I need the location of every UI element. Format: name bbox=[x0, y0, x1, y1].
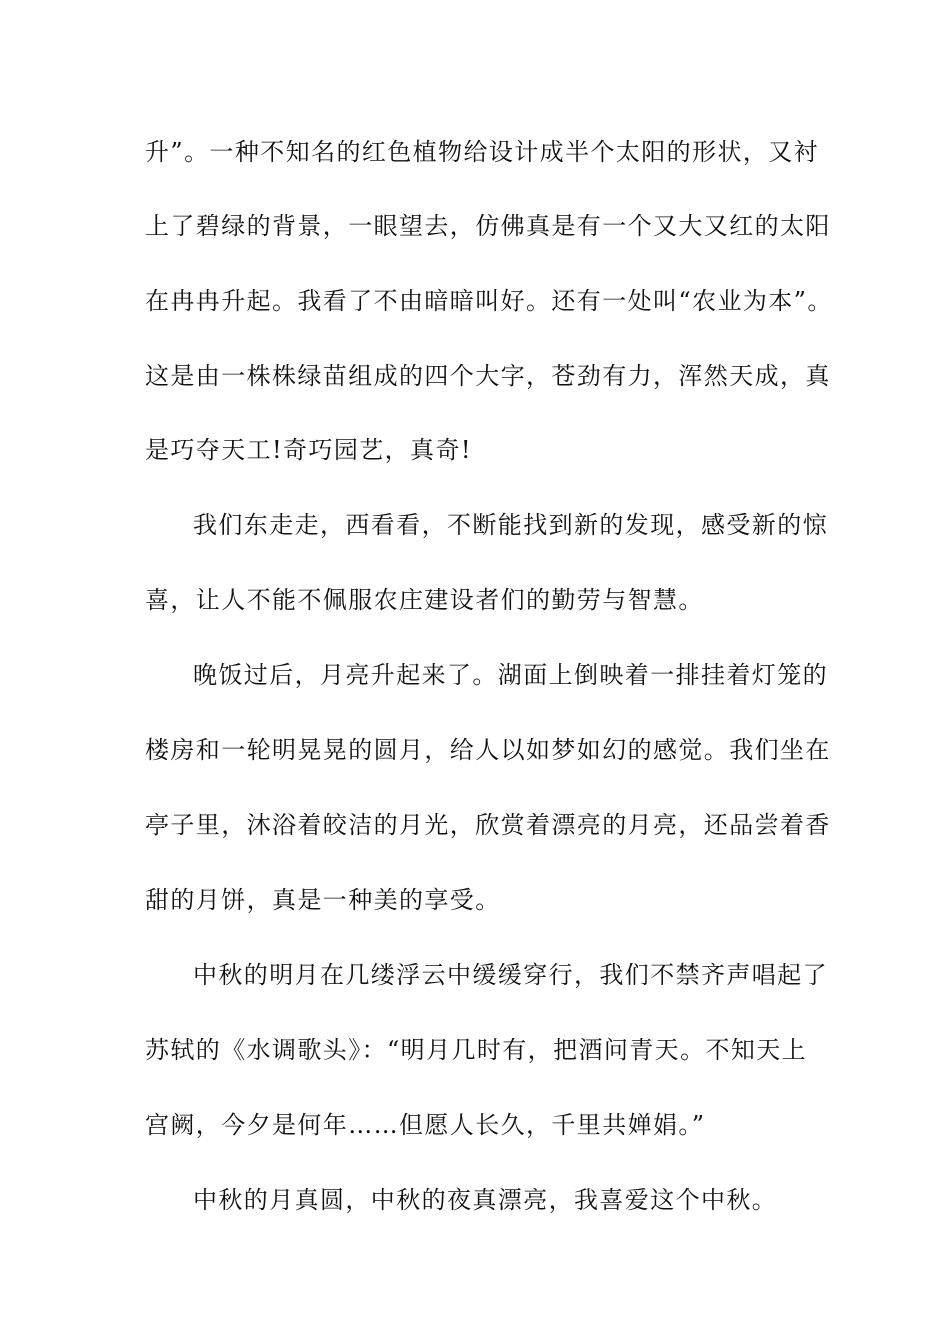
text-line: 是巧夺天工!奇巧园艺，真奇! bbox=[145, 436, 472, 464]
text-line: 这是由一株株绿苗组成的四个大字，苍劲有力，浑然天成，真 bbox=[145, 362, 831, 390]
text-line: 甜的月饼，真是一种美的享受。 bbox=[145, 886, 501, 914]
text-line: 在冉冉升起。我看了不由暗暗叫好。还有一处叫“农业为本”。 bbox=[145, 287, 833, 315]
paragraph-first-line: 我们东走走，西看看，不断能找到新的发现，感受新的惊 bbox=[193, 511, 828, 539]
text-line: 喜，让人不能不佩服农庄建设者们的勤劳与智慧。 bbox=[145, 586, 704, 614]
text-line: 亭子里，沐浴着皎洁的月光，欣赏着漂亮的月亮，还品尝着香 bbox=[145, 811, 831, 839]
text-line: 楼房和一轮明晃晃的圆月，给人以如梦如幻的感觉。我们坐在 bbox=[145, 736, 831, 764]
text-line: 上了碧绿的背景，一眼望去，仿佛真是有一个又大又红的太阳 bbox=[145, 212, 831, 240]
text-line: 苏轼的《水调歌头》：“明月几时有，把酒问青天。不知天上 bbox=[145, 1036, 808, 1064]
paragraph-first-line: 中秋的月真圆，中秋的夜真漂亮，我喜爱这个中秋。 bbox=[193, 1186, 778, 1214]
text-line: 宫阙，今夕是何年……但愿人长久，千里共婵娟。” bbox=[145, 1111, 706, 1139]
paragraph-first-line: 中秋的明月在几缕浮云中缓缓穿行，我们不禁齐声唱起了 bbox=[193, 961, 828, 989]
paragraph-first-line: 晚饭过后，月亮升起来了。湖面上倒映着一排挂着灯笼的 bbox=[193, 661, 828, 689]
text-line: 升”。一种不知名的红色植物给设计成半个太阳的形状，又衬 bbox=[145, 138, 820, 166]
